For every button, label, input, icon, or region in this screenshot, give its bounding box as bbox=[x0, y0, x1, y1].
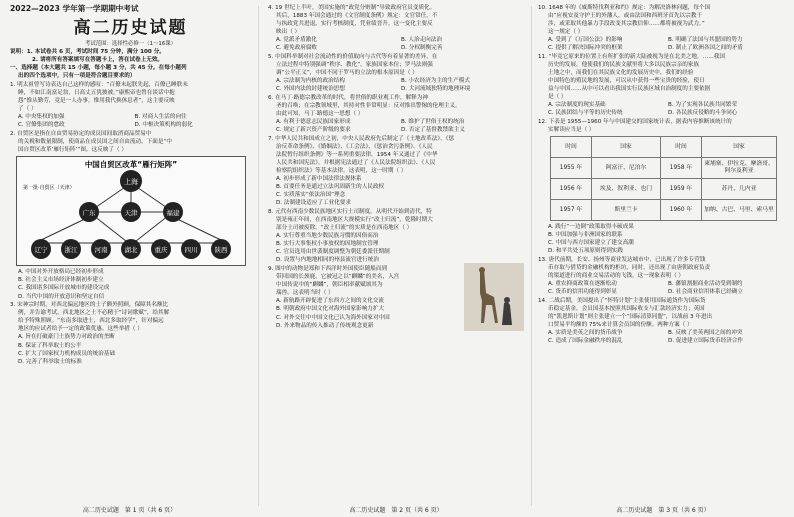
question-10 bbox=[538, 4, 788, 53]
column-divider bbox=[531, 6, 532, 506]
page-footer: 高二历史试题 第 3 页（共 6 页） bbox=[616, 507, 710, 514]
question-text: 其后，1883 年国会通过的《文官制度条例》规定：文官常任，不 bbox=[276, 12, 438, 19]
diagram-svg bbox=[17, 157, 245, 265]
question-text: 币稳定基金，会员国基本按照其国际收支与汇款经济实力；英国 bbox=[548, 305, 705, 312]
question-text: 的“凯恩斯计划”则主张建立一个“国际清算同盟”，以战前 3 年进出 bbox=[548, 314, 713, 321]
question-text: 调“公平正义”，中国不同于罗马的立法的根本原因是（ ） bbox=[276, 69, 418, 76]
question-text: 8. 元代有西南少数民族地区实行土司制度。从明代开始到清代，特 bbox=[268, 208, 432, 215]
question-text: 13. 唐代前期，长安、扬州等商业发达城市中，已出现了许多专营钱 bbox=[538, 256, 706, 263]
section-heading: 一、选择题（本大题共 15 小题，每小题 3 分，共 45 分。在每小题列 bbox=[10, 65, 187, 72]
diagram-side-note: 第一批·自贸区（天津） bbox=[23, 185, 75, 192]
option: B. 小农经济为主的生产模式 bbox=[401, 77, 470, 84]
question-text: 瑞兽。这表明当时（ ） bbox=[276, 290, 334, 297]
question-text: 怨“惟从勤劳，竟是一人办事，惟用我代换休息者”，这主要反映 bbox=[18, 98, 175, 105]
option: C. 中国与西方国家建立了建交高潮 bbox=[548, 240, 634, 247]
page-title: 高二历史试题 bbox=[73, 18, 188, 38]
question-text: 10. 1648 年的《威斯特伐利亚和约》规定：为解决洛林问题，每个国 bbox=[538, 4, 711, 11]
option: B. 中国加强与非洲国家的联系 bbox=[548, 232, 623, 239]
question-text: 带回国的长颈鹿，它被冠之以“麒麟”的美名，入宫 bbox=[276, 274, 400, 281]
question-text: 中国传说中的“麒麟”，朝臣相率献赋颂其为 bbox=[276, 282, 383, 289]
node-label: 广东 bbox=[82, 209, 96, 218]
question-text: 例，并告谕考试，西北地区之士不必精于“诗词歌赋”，给其解 bbox=[18, 310, 170, 317]
table-cell: 阿富汗、尼泊尔 bbox=[592, 158, 661, 179]
question-text: 是（ ） bbox=[548, 94, 567, 101]
question-text: 4. 19 世纪上半叶，美国实施的“政党分赃制”导致政府官员变质化。 bbox=[268, 4, 436, 11]
question-11 bbox=[538, 53, 788, 118]
question-12 bbox=[538, 118, 788, 256]
option: A. 旨在打破豪门士族势力对政治的垄断 bbox=[18, 334, 115, 341]
question-1 bbox=[10, 81, 251, 130]
question-text: 中国特色的殖民地的发展，可以从中获得一些宝贵的经验，使日 bbox=[548, 77, 705, 84]
table-row bbox=[551, 179, 777, 200]
question-text: 治反革命条例》、《婚姻法》、《工会法》、《惩治贪污条例》、《人民 bbox=[276, 143, 433, 150]
question-text: 口贸易平均额的 75%来计算会员国的份额。两种方案（ ） bbox=[548, 322, 693, 329]
option: A. 有利于德意志民族国家形成 bbox=[276, 118, 351, 125]
node-label: 浙江 bbox=[64, 246, 78, 255]
node-label: 上海 bbox=[124, 178, 138, 187]
question-text: 历史的发展，他使我们的民族文献里将大多以民族宗亲的家族 bbox=[548, 61, 700, 68]
question-text: 益与中国……从中可以看出我国实行民族区域自治制度的主要依据 bbox=[548, 85, 711, 92]
option: D. 和平共处五项原则得到实践 bbox=[548, 248, 623, 255]
question-text: 12. 下表是 1955—1960 年与中国建交的国家统计表，据表内容推断该统计的 bbox=[538, 118, 732, 125]
page-footer: 高二历史试题 第 1 页（共 6 页） bbox=[82, 507, 177, 514]
question-text: 1. 明太祖曾写诗表达自己这样的感叹：“百僚未起朕先起，百僚已睡朕未 bbox=[10, 81, 188, 88]
node-label: 辽宁 bbox=[34, 246, 48, 255]
option: D. 完善了科举取士的标准 bbox=[18, 358, 82, 365]
table-cell: 斯里兰卡 bbox=[592, 200, 661, 221]
question-text: 14. 二战后期，美国提出了“怀特计划”主张使用国际通货作为国际货 bbox=[538, 297, 706, 304]
option: B. 藩镇割据商业活动受到制约 bbox=[668, 281, 743, 288]
table-header: 时间 bbox=[661, 137, 702, 158]
option: A. 宗法制度的现实基础 bbox=[548, 102, 606, 109]
table-cell: 1960 年 bbox=[661, 200, 702, 221]
option: D. 当代中国的开放意识和坚定自信 bbox=[18, 293, 105, 300]
option: B. 为了实现各民族共同繁荣 bbox=[668, 102, 737, 109]
question-text: 映出（ ） bbox=[276, 28, 301, 35]
question-text: 地区的应试者给予一定的政策优惠。这些举措（ ） bbox=[18, 326, 143, 333]
option: C. 避免政府腐败 bbox=[276, 44, 318, 51]
option: D. 促进建立国际货币经济合作 bbox=[668, 338, 743, 345]
option: C. 我国诸多国际开放城市的建设完成 bbox=[18, 285, 110, 292]
question-text: 法院暂行组织条例》等一系列重要法律。1954 年又通过了《中华 bbox=[276, 151, 438, 158]
instruction-line: 说明：1. 本试卷共 6 页，考试时间 75 分钟，满分 100 分。 bbox=[10, 49, 165, 55]
option: B. 保证了科举取士的公平 bbox=[18, 342, 82, 349]
page-2 bbox=[262, 0, 530, 517]
option: B. 明朝政府中国文化对海外国家影响力扩大 bbox=[276, 306, 385, 313]
question-text: 部分土司被废除。“改土归流”的实质是在西南地区（ ） bbox=[276, 225, 413, 232]
option: D. 制止了欧洲各国之间的矛盾 bbox=[668, 44, 743, 51]
table-cell: 柬埔寨、伊拉克、摩洛哥、阿尔及利亚 bbox=[702, 158, 777, 179]
option: B. 首要任务是通过立法巩固新生的人民政权 bbox=[276, 184, 385, 191]
page-1 bbox=[4, 0, 255, 517]
table-cell: 1958 年 bbox=[661, 158, 702, 179]
question-text: 给予特殊照顾。“东南多取进士，西北多取经学”，针对偏远 bbox=[18, 318, 164, 325]
option: B. 对商人生活的向往 bbox=[134, 114, 187, 121]
table-header: 国家 bbox=[592, 137, 661, 158]
question-text: 由“应视安及守护王的外藩人，或由法国和西班牙首先以宗教干 bbox=[548, 12, 702, 19]
table-cell: 1956 年 bbox=[551, 179, 592, 200]
goose-matrix-diagram bbox=[16, 156, 246, 266]
table-cell: 1957 年 bbox=[551, 200, 592, 221]
option: D. 设置与内地地相同的州县流官进行统治 bbox=[276, 257, 379, 264]
question-text: 国自贸区改革‘雁行矩阵’”图。这反映了（ ） bbox=[18, 147, 127, 154]
giraffe-painting-image bbox=[464, 263, 524, 331]
table-cell: 苏丹、几内亚 bbox=[702, 179, 777, 200]
option: C. 外国内法的封建统治思想 bbox=[276, 85, 345, 92]
question-text: 立法过程中特别强调“秩序、教化”，家族国家本位；罗马法则强 bbox=[276, 61, 433, 68]
node-label: 福建 bbox=[166, 209, 180, 218]
question-text: 7. 中华人民共和国成立之初，中央人民政府先后制定了《土地改革法》、《惩 bbox=[268, 135, 455, 142]
node-label: 四川 bbox=[184, 246, 198, 255]
option: B. 明确了法国与其盟国的势力 bbox=[668, 36, 743, 43]
option: C. 规定了新兴资产阶级的要求 bbox=[276, 126, 351, 133]
question-text: 的关税和数量限制，使商品在成员国之间自由流动。下面是“中 bbox=[18, 139, 172, 146]
table-cell: 1959 年 bbox=[661, 179, 702, 200]
option: A. 中国对外开放格局已经初步形成 bbox=[18, 269, 104, 276]
exam-scope: 考试范围：选择性必修一（1～16课） bbox=[84, 41, 177, 47]
question-4 bbox=[268, 4, 526, 53]
option: D. 法制建设适应了工业化要求 bbox=[276, 200, 351, 207]
question-text: 实解读应当是（ ） bbox=[548, 126, 595, 133]
question-text: 别是雍正年间，在西南地区大规模实行“改土归流”，乾隆时期大 bbox=[276, 216, 433, 223]
option: B. 实行大事集权小事放权的因地制宜管理 bbox=[276, 241, 379, 248]
question-text: 涉，或采取其他暴力手段改变其宗教信仰……都将被视为武力。” bbox=[548, 20, 705, 27]
question-text: 人民共和国宪法》，并根据宪法通过了《人民法院组织法》、《人民 bbox=[276, 159, 436, 166]
node-label: 重庆 bbox=[154, 246, 168, 255]
option: A. 初步形成了新中国法律法规体系 bbox=[276, 175, 362, 182]
node-label: 天津 bbox=[124, 209, 138, 218]
option: C. 对外交往中中国文化已认为海外国家对中国 bbox=[276, 314, 390, 321]
question-text: 由此可知，马丁·路德这一思想（ ） bbox=[276, 110, 364, 117]
option: D. 大河流域独特的地理环境 bbox=[401, 85, 471, 92]
option: C. 扩大了国家权力机构成员的统治基础 bbox=[18, 350, 115, 357]
option: D. 外来物品的传入推动了传统观念更新 bbox=[276, 322, 374, 329]
option: D. 社会商业信用体系已经确立 bbox=[668, 289, 743, 296]
question-6 bbox=[268, 94, 526, 134]
table-cell: 埃及、叙利亚、也门 bbox=[592, 179, 661, 200]
option: A. 实质是美英之间的货币战争 bbox=[548, 330, 623, 337]
question-text: 币存取与借贷的金融机构的柜坊，同时，还出现了由唐朝政府负责 bbox=[548, 264, 711, 271]
diagram-title: 中国自贸区改革“雁行矩阵” bbox=[84, 160, 178, 170]
question-5 bbox=[268, 53, 526, 93]
option: C. 提供了解决国际冲突的框架 bbox=[548, 44, 623, 51]
instruction-line: 2. 请将所有答案填写在答题卡上，答在试卷上无效。 bbox=[32, 57, 164, 64]
option: A. 中央集权的加强 bbox=[18, 114, 65, 121]
question-13 bbox=[538, 256, 788, 296]
option: B. 反映了美英两国之间的冲突 bbox=[668, 330, 743, 337]
question-9 bbox=[268, 265, 526, 330]
question-2 bbox=[10, 130, 251, 301]
option: A. 受到了《万国公法》的影响 bbox=[548, 36, 623, 43]
table-cell: 加纳、古巴、马里、索马里 bbox=[702, 200, 777, 221]
option: C. 官员选用由世袭制度调整为朝廷委派任期制 bbox=[276, 249, 390, 256]
exam-line: 2022—2023 学年第一学期期中考试 bbox=[10, 4, 139, 13]
option: D. 分权制衡完善 bbox=[401, 44, 443, 51]
option: B. 社会主义市场经济体制初步建立 bbox=[18, 277, 104, 284]
table-row bbox=[551, 200, 777, 221]
option: A. 宗法制为内核的政治结构 bbox=[276, 77, 345, 84]
question-text: 3. 宋神宗时期，对西北偏远地区的士子额外照顾，保障其名额比 bbox=[10, 302, 169, 309]
option: A. 重农抑商政策在逐渐松动 bbox=[548, 281, 617, 288]
option: B. 人治走向法治 bbox=[401, 36, 442, 43]
question-text: 检察院组织法》等基本法律。这表明，这一时期（ ） bbox=[276, 167, 407, 174]
question-text: 这一规定（ ） bbox=[548, 28, 584, 35]
question-text: 土地之中，而我们在其民族文化的发展历史中，我们的经验 bbox=[548, 69, 694, 76]
node-label: 河南 bbox=[94, 246, 108, 255]
table-cell: 1955 年 bbox=[551, 158, 592, 179]
question-text: 2. 自贸区是指在自由贸易协定的成员国间取消商品贸易中 bbox=[10, 130, 152, 137]
option: C. 货币的信用功能得到彰显 bbox=[548, 289, 617, 296]
question-text: 11. “毕竟它原来的位置上有所扩张的新大陆被视为是在北美之地，……我国 bbox=[538, 53, 725, 60]
question-text: 的渠道进行的商业交易活动的飞钱。这一现象表明（ ） bbox=[548, 273, 685, 280]
table-row bbox=[551, 158, 777, 179]
diplomacy-table bbox=[550, 136, 777, 221]
table-header: 国家 bbox=[702, 137, 777, 158]
option: D. 否定了基督教禁欲主义 bbox=[401, 126, 465, 133]
page-3 bbox=[534, 0, 792, 517]
option: D. 中枢决策机构的弱化 bbox=[134, 122, 193, 129]
question-7 bbox=[268, 135, 526, 208]
table-header: 时间 bbox=[551, 137, 592, 158]
question-text: 了（ ） bbox=[18, 106, 37, 113]
section-heading: 出的四个选项中，只有一项是符合题目要求的） bbox=[18, 73, 136, 80]
column-divider bbox=[258, 6, 259, 506]
option: C. 官僚集团的怠政 bbox=[18, 122, 65, 129]
option: D. 各民族反侵略的斗争同心 bbox=[668, 110, 738, 117]
page-footer: 高二历史试题 第 2 页（共 6 页） bbox=[349, 507, 443, 514]
option: A. 党派矛盾激化 bbox=[276, 36, 317, 43]
option: A. 新航路开辟促进了东西方之间的文化交流 bbox=[276, 298, 384, 305]
question-3 bbox=[10, 301, 251, 366]
node-label: 湖北 bbox=[124, 246, 138, 255]
question-8 bbox=[268, 208, 526, 265]
question-text: 9. 图中的动物是郑和下西洋时外国使臣随船而到 bbox=[268, 266, 387, 272]
option: B. 维护了世俗王权的统治 bbox=[401, 118, 465, 125]
node-label: 陕西 bbox=[214, 246, 228, 255]
question-14 bbox=[538, 297, 788, 346]
question-text: 6. 在马丁·路德宗教改革的时代，将世俗的职业观工作，解释为神 bbox=[268, 94, 428, 101]
question-text: 睡，不如江南富足翁，日高丈五犹披被。”康熙帝也曾在谈话中抱 bbox=[18, 89, 175, 96]
question-text: 与执政党共进退，实行考核制度，凭业绩晋升。这一变化主要反 bbox=[276, 20, 433, 27]
question-text: 5. 中国科举制对社会流动性的价值取向与古代等有着显著的差异，在 bbox=[268, 53, 438, 60]
question-text: 圣的召唤；在宗教领域里，其持对性非常明显：反对推出警惕的伦理主义。 bbox=[276, 102, 461, 109]
option: C. 造成了国际金融秩序的混乱 bbox=[548, 338, 623, 345]
option: A. 实行尊重当地少数民族习惯的因俗而治 bbox=[276, 233, 379, 240]
option: C. 实质落实“依法治国”理念 bbox=[276, 192, 346, 199]
option: A. 践行“一边倒”政策取得丰硕成果 bbox=[548, 224, 634, 230]
option: C. 民族团结与平等的历史传统 bbox=[548, 110, 623, 117]
